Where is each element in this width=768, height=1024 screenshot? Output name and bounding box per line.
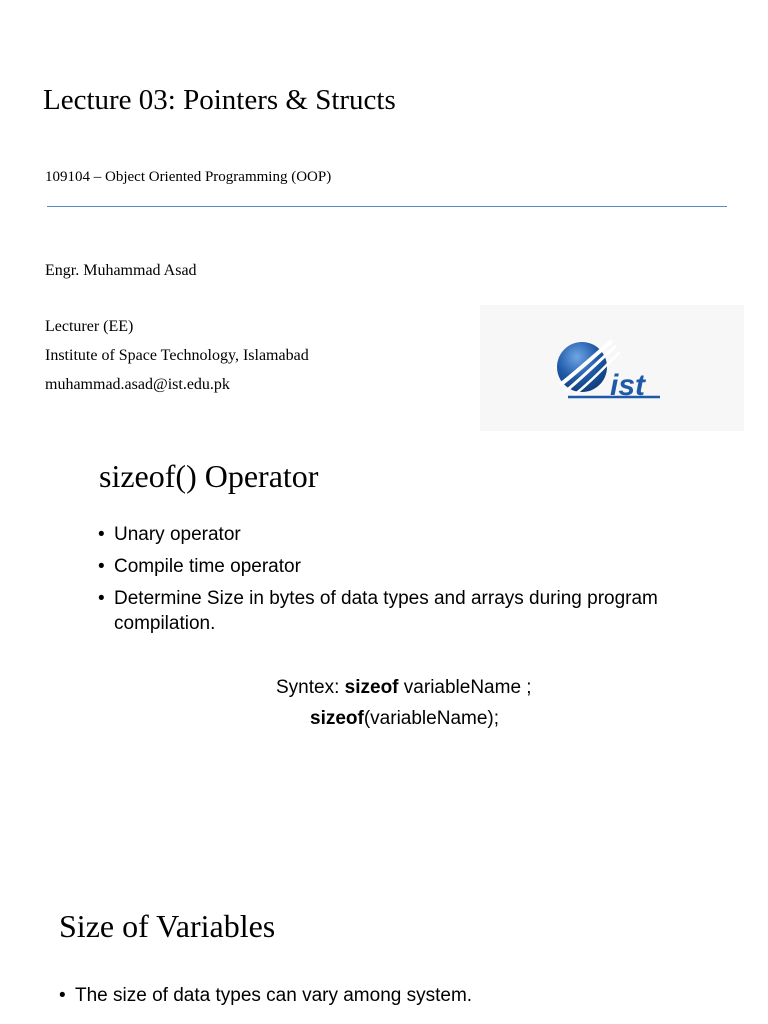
header-divider [47, 206, 727, 207]
list-item: • Unary operator [98, 522, 728, 547]
syntax-keyword: sizeof [310, 708, 364, 729]
list-item: • Compile time operator [98, 554, 728, 579]
lecture-title: Lecture 03: Pointers & Structs [43, 84, 396, 116]
author-name: Engr. Muhammad Asad [45, 262, 197, 279]
course-subtitle: 109104 – Object Oriented Programming (OOP) [45, 169, 332, 185]
sizeof-heading: sizeof() Operator [99, 458, 319, 494]
syntax-line-2 [310, 708, 499, 730]
sizeof-bullet-list [98, 522, 728, 643]
author-institution: Institute of Space Technology, Islamabad [45, 347, 309, 364]
syntax-keyword: sizeof [344, 677, 399, 698]
syntax-line-1 [276, 677, 532, 699]
list-item: • Determine Size in bytes of data types and arrays during program compilation. [98, 586, 728, 636]
variables-heading: Size of Variables [59, 908, 276, 944]
ist-logo-icon [550, 333, 680, 403]
syntax-text: variableName ; [398, 677, 532, 698]
author-role: Lecturer (EE) [45, 318, 134, 335]
list-item: • The size of data types can vary among system. [59, 983, 709, 1008]
variables-bullet-list [59, 983, 709, 1008]
syntax-label: Syntex: [276, 677, 345, 698]
syntax-text: (variableName); [363, 708, 500, 729]
logo-wordmark: ist [610, 369, 646, 402]
ist-logo [480, 305, 744, 431]
author-email: muhammad.asad@ist.edu.pk [45, 376, 230, 393]
